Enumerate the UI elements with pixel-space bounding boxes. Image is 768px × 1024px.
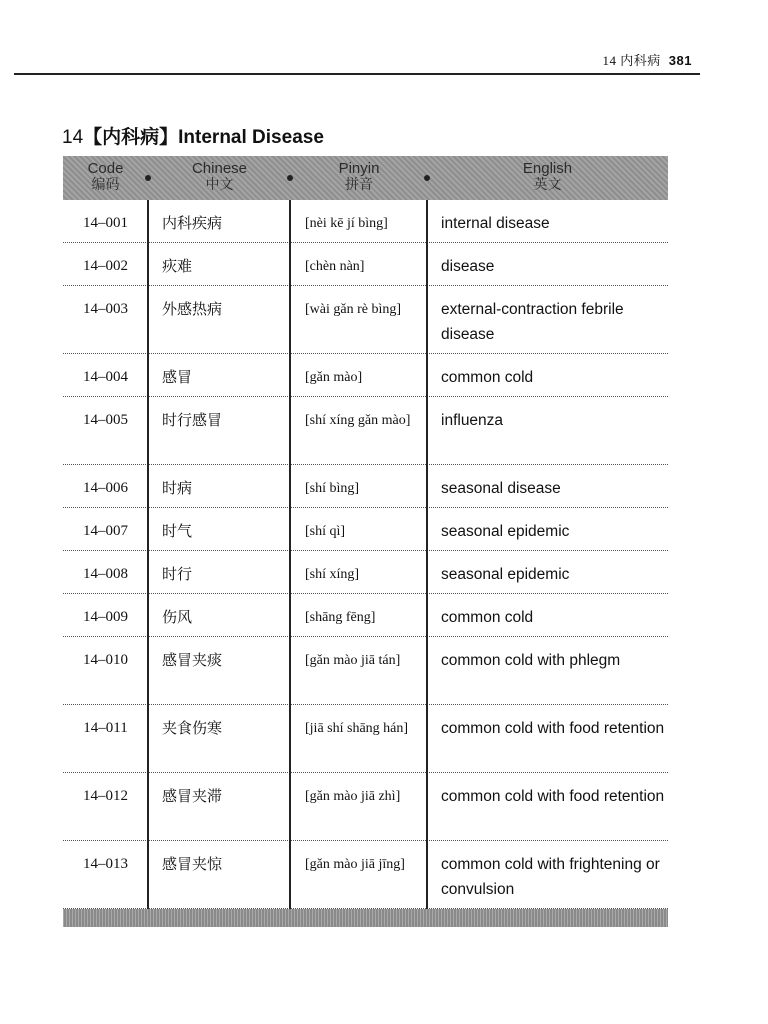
section-title-chinese: 【内科病】 [83,126,179,148]
header-separator-dot [424,175,430,181]
row-english-term: common cold with phlegm [441,652,621,669]
row-code: 14–011 [83,720,128,736]
row-pinyin: [chèn nàn] [305,259,365,274]
table-row [63,354,668,397]
row-english-term: seasonal disease [441,480,561,497]
header-english [427,156,668,200]
header-english-zh: 英文 [533,177,562,193]
row-pinyin: [shí xíng gǎn mào] [305,413,411,428]
table-row [63,841,668,909]
row-english-term: common cold with frightening or convulsion [441,856,660,898]
row-code: 14–008 [83,566,128,582]
column-divider [147,200,149,909]
table-row [63,508,668,551]
table-row [63,397,668,465]
row-english-term: disease [441,258,495,275]
row-english-term: common cold [441,609,534,626]
table-row [63,243,668,286]
row-chinese-term: 感冒 [162,368,193,386]
row-chinese-term: 时病 [162,479,193,497]
row-chinese-term: 伤风 [162,608,193,626]
row-code: 14–006 [83,480,128,496]
row-pinyin: [shí qì] [305,524,346,539]
table-header [63,156,668,200]
table-row [63,465,668,508]
row-english-term: common cold with food retention [441,788,665,805]
section-title [62,122,324,149]
row-english-term: seasonal epidemic [441,566,570,583]
row-chinese-term: 时气 [162,522,193,540]
row-pinyin: [gǎn mào] [305,370,363,385]
header-code-zh: 编码 [91,177,120,193]
header-code-en: Code [87,160,124,177]
table-row [63,551,668,594]
header-separator-dot [145,175,151,181]
row-code: 14–005 [83,412,128,428]
header-code [63,156,148,200]
row-english-term: internal disease [441,215,550,232]
table-row [63,705,668,773]
row-chinese-term: 感冒夹滞 [162,787,223,805]
table-row [63,637,668,705]
header-chinese [148,156,291,200]
row-code: 14–002 [83,258,128,274]
row-english-term: external-contraction febrile disease [441,301,624,343]
row-chinese-term: 夹食伤寒 [162,719,223,737]
page-number: 381 [668,53,692,68]
row-pinyin: [gǎn mào jiā tán] [305,653,401,668]
row-english-term: common cold [441,369,534,386]
row-pinyin: [gǎn mào jiā zhì] [305,789,401,804]
running-head-text: 14 内科病 [602,53,661,68]
table-row [63,200,668,243]
header-chinese-en: Chinese [191,160,248,177]
row-pinyin: [gǎn mào jiā jīng] [305,857,405,872]
table-row [63,773,668,841]
row-code: 14–004 [83,369,128,385]
running-head [603,50,692,69]
column-divider [426,200,428,909]
row-code: 14–003 [83,301,128,317]
row-pinyin: [jiā shí shāng hán] [305,721,409,736]
row-code: 14–007 [83,523,128,539]
row-english-term: seasonal epidemic [441,523,570,540]
row-chinese-term: 时行感冒 [162,411,223,429]
row-pinyin: [shāng fēng] [305,610,376,625]
header-pinyin-zh: 拼音 [345,177,373,193]
row-chinese-term: 内科疾病 [162,214,223,232]
header-rule [14,73,700,75]
row-chinese-term: 疢难 [162,257,193,275]
row-chinese-term: 感冒夹惊 [162,855,223,873]
terminology-table [63,156,668,927]
table-body [63,200,668,909]
row-english-term: common cold with food retention [441,720,665,737]
table-row [63,286,668,354]
column-divider [289,200,291,909]
row-chinese-term: 外感热病 [162,300,223,318]
row-pinyin: [wài gǎn rè bìng] [305,302,402,317]
row-code: 14–013 [83,856,128,872]
header-pinyin [291,156,427,200]
header-separator-dot [287,175,293,181]
row-pinyin: [nèi kē jí bìng] [305,216,388,231]
row-pinyin: [shí xíng] [305,567,360,582]
row-chinese-term: 感冒夹痰 [162,651,223,669]
header-english-en: English [522,160,573,177]
row-code: 14–001 [83,215,128,231]
row-english-term: influenza [441,412,504,429]
row-code: 14–012 [83,788,128,804]
section-title-english: Internal Disease [178,127,324,148]
header-chinese-zh: 中文 [205,177,234,193]
table-footer-bar [63,909,668,927]
row-pinyin: [shí bìng] [305,481,360,496]
row-code: 14–010 [83,652,128,668]
table-row [63,594,668,637]
row-code: 14–009 [83,609,128,625]
row-chinese-term: 时行 [162,565,193,583]
header-pinyin-en: Pinyin [338,160,380,177]
section-number: 14 [62,127,84,148]
